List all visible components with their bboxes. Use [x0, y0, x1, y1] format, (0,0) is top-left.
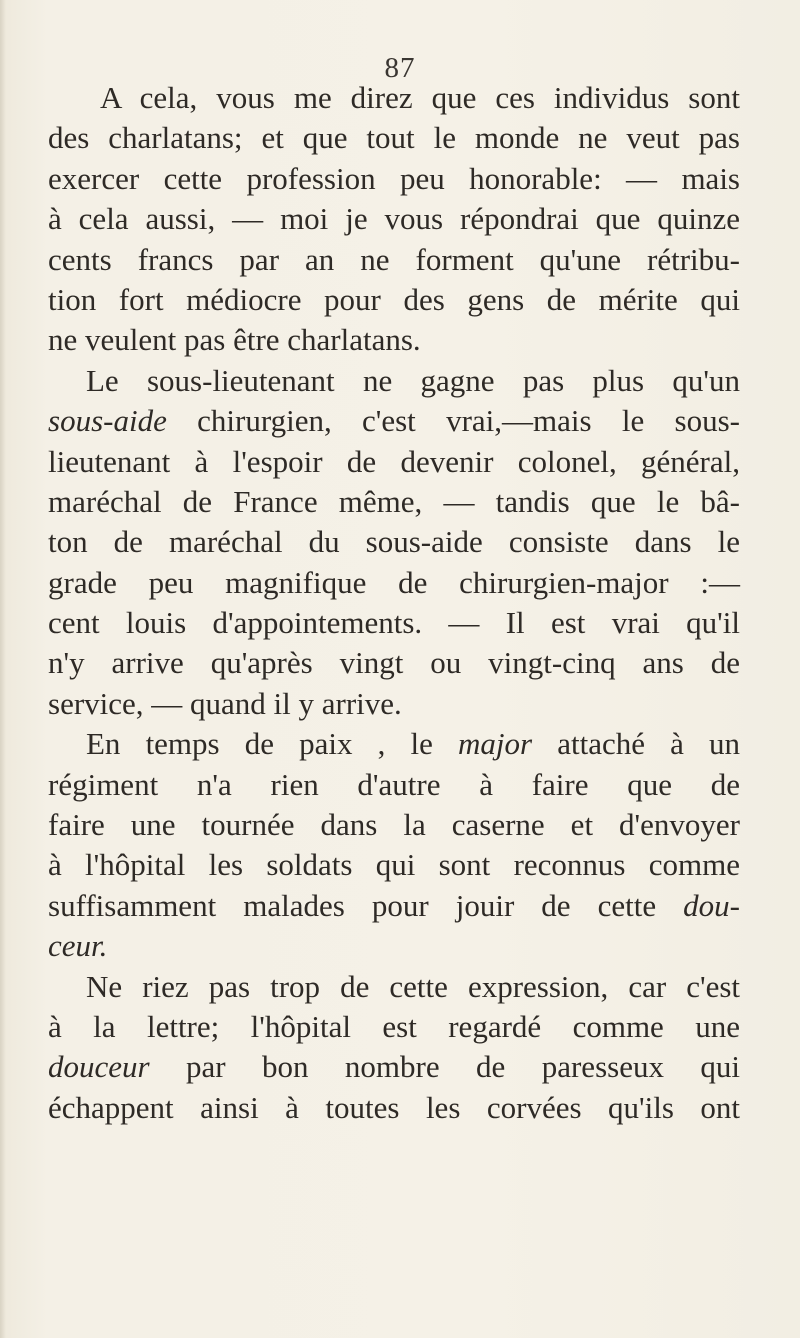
- text-line: suffisamment malades pour jouir de cette dou-: [48, 887, 740, 923]
- text-line: grade peu magnifique de chirurgien-major :—: [48, 564, 740, 600]
- text-line: Le sous-lieutenant ne gagne pas plus qu'un: [86, 362, 740, 398]
- text-line: douceur par bon nombre de paresseux qui: [48, 1049, 740, 1085]
- text-line: Ne riez pas trop de cette expression, car c'est: [86, 968, 740, 1004]
- text-line: ton de maréchal du sous-aide consiste dans le: [48, 524, 740, 560]
- page-number: 87: [384, 52, 416, 84]
- text-line: à l'hôpital les soldats qui sont reconnus comme: [48, 847, 740, 883]
- italic-term: dou-: [683, 887, 740, 923]
- page-gutter-shadow: [0, 0, 6, 1338]
- text-line: à cela aussi, — moi je vous répondrai que quinze: [48, 201, 740, 237]
- text-line: ne veulent pas être charlatans.: [48, 322, 421, 358]
- text-line: maréchal de France même, — tandis que le bâ-: [48, 483, 740, 519]
- text-line: des charlatans; et que tout le monde ne veut pas: [48, 120, 740, 156]
- text-line: lieutenant à l'espoir de devenir colonel, général,: [48, 443, 740, 479]
- text-line: régiment n'a rien d'autre à faire que de: [48, 766, 740, 802]
- text-line: exercer cette profession peu honorable: — mais: [48, 160, 740, 196]
- italic-term: douceur: [48, 1049, 150, 1085]
- text-line: [48, 926, 740, 966]
- italic-term: ceur.: [48, 928, 108, 964]
- text-line: cent louis d'appointements. — Il est vrai qu'il: [48, 605, 740, 641]
- text-line: faire une tournée dans la caserne et d'envoyer: [48, 807, 740, 843]
- italic-term: major: [458, 726, 533, 762]
- body-text: [48, 78, 740, 1128]
- text-line: n'y arrive qu'après vingt ou vingt-cinq ans de: [48, 645, 740, 681]
- text-line: sous-aide chirurgien, c'est vrai,—mais le sous-: [48, 403, 740, 439]
- text-line: cents francs par an ne forment qu'une rétribu-: [48, 241, 740, 277]
- text-line: à la lettre; l'hôpital est regardé comme une: [48, 1008, 740, 1044]
- text-line: En temps de paix , le major attaché à un: [86, 726, 740, 762]
- text-line: service, — quand il y arrive.: [48, 685, 402, 721]
- italic-term: sous-aide: [48, 403, 167, 439]
- text-line: échappent ainsi à toutes les corvées qu'ils ont: [48, 1089, 740, 1125]
- text-line: A cela, vous me direz que ces individus sont: [100, 80, 740, 115]
- text-line: tion fort médiocre pour des gens de mérite qui: [48, 281, 740, 317]
